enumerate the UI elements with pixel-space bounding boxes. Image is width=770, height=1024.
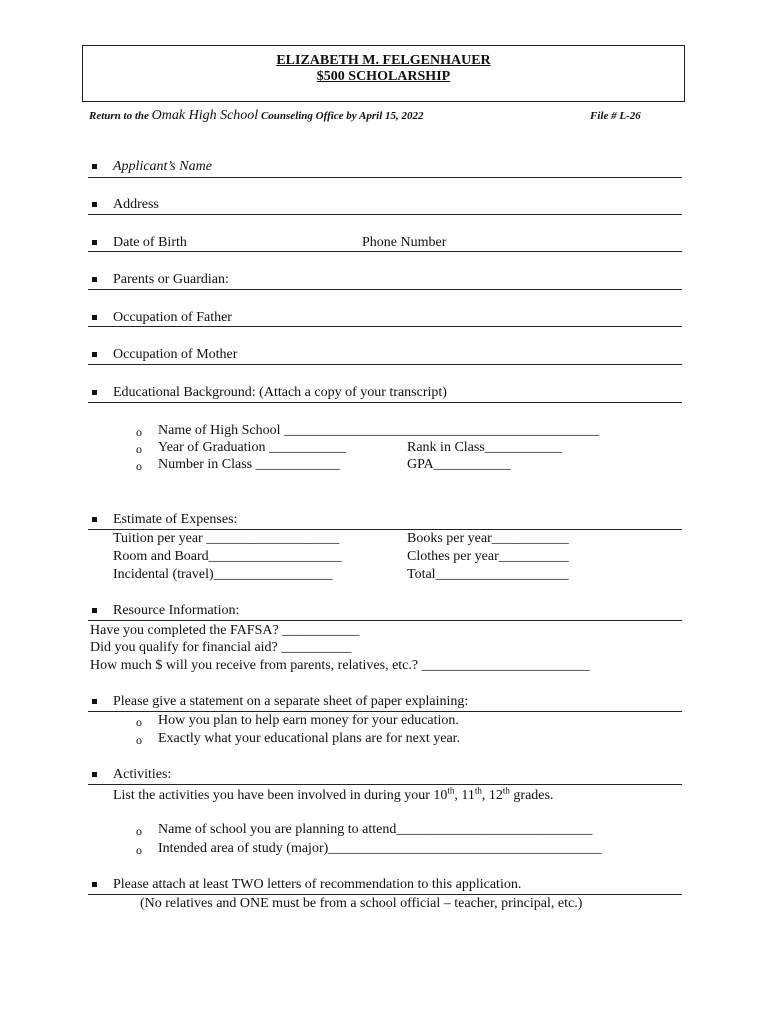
clothes-field[interactable]: Clothes per year__________	[407, 549, 569, 564]
bullet-icon	[92, 882, 97, 887]
occupation-mother-line[interactable]	[88, 364, 682, 365]
total-field[interactable]: Total___________________	[407, 567, 569, 582]
bullet-icon	[92, 202, 97, 207]
circle-bullet-icon: o	[136, 459, 142, 473]
statement-item-2: Exactly what your educational plans are for next year.	[158, 731, 461, 746]
expenses-heading: Estimate of Expenses:	[113, 512, 238, 527]
bullet-icon	[92, 352, 97, 357]
applicant-name-line[interactable]	[88, 177, 682, 178]
title-box	[82, 45, 685, 102]
tuition-field[interactable]: Tuition per year ___________________	[113, 531, 340, 546]
area-of-study-field[interactable]: Intended area of study (major)_______________________________________	[158, 841, 602, 856]
financial-aid-field[interactable]: Did you qualify for financial aid? __________	[90, 640, 352, 655]
statement-line	[88, 711, 682, 712]
circle-bullet-icon: o	[136, 442, 142, 456]
letters-note: (No relatives and ONE must be from a school official – teacher, principal, etc.)	[140, 896, 583, 911]
return-instructions	[89, 109, 424, 123]
school-name: Omak High School	[151, 108, 259, 123]
bullet-icon	[92, 164, 97, 169]
school-attend-field[interactable]: Name of school you are planning to attend____________________________	[158, 822, 593, 837]
letters-heading: Please attach at least TWO letters of recommendation to this application.	[113, 877, 522, 892]
gpa-field[interactable]: GPA___________	[407, 457, 511, 472]
circle-bullet-icon: o	[136, 425, 142, 439]
parents-label: Parents or Guardian:	[113, 272, 229, 287]
statement-item-1: How you plan to help earn money for your education.	[158, 713, 459, 728]
circle-bullet-icon: o	[136, 824, 142, 838]
circle-bullet-icon: o	[136, 733, 142, 747]
occupation-mother-label: Occupation of Mother	[113, 347, 238, 362]
activities-line	[88, 784, 682, 785]
form-subtitle: $500 SCHOLARSHIP	[316, 69, 451, 84]
dob-label: Date of Birth	[113, 235, 187, 250]
letters-line	[88, 894, 682, 895]
statement-heading: Please give a statement on a separate sheet of paper explaining:	[113, 694, 469, 709]
room-board-field[interactable]: Room and Board___________________	[113, 549, 342, 564]
return-prefix: Return to the	[89, 110, 149, 122]
bullet-icon	[92, 315, 97, 320]
address-label: Address	[113, 197, 159, 212]
return-suffix: Counseling Office by April 15, 2022	[260, 110, 424, 122]
file-number: File # L-26	[590, 110, 641, 122]
books-field[interactable]: Books per year___________	[407, 531, 569, 546]
circle-bullet-icon: o	[136, 715, 142, 729]
education-line	[88, 402, 682, 403]
bullet-icon	[92, 772, 97, 777]
incidental-field[interactable]: Incidental (travel)_________________	[113, 567, 333, 582]
phone-label: Phone Number	[362, 235, 447, 250]
activities-heading: Activities:	[113, 767, 172, 782]
expenses-line	[88, 529, 682, 530]
applicant-name-label: Applicant’s Name	[113, 159, 212, 174]
fafsa-field[interactable]: Have you completed the FAFSA? ___________	[90, 623, 360, 638]
circle-bullet-icon: o	[136, 843, 142, 857]
bullet-icon	[92, 517, 97, 522]
bullet-icon	[92, 608, 97, 613]
dob-phone-line[interactable]	[88, 251, 682, 252]
occupation-father-label: Occupation of Father	[113, 310, 232, 325]
resource-heading: Resource Information:	[113, 603, 240, 618]
address-line[interactable]	[88, 214, 682, 215]
parents-line[interactable]	[88, 289, 682, 290]
bullet-icon	[92, 277, 97, 282]
bullet-icon	[92, 699, 97, 704]
parent-contribution-field[interactable]: How much $ will you receive from parents, relatives, etc.? ________________________	[90, 658, 590, 673]
bullet-icon	[92, 240, 97, 245]
number-in-class-field[interactable]: Number in Class ____________	[158, 457, 340, 472]
resource-line	[88, 620, 682, 621]
rank-in-class-field[interactable]: Rank in Class___________	[407, 440, 562, 455]
activities-instructions: List the activities you have been involved in during your 10th, 11th, 12th grades.	[113, 785, 554, 803]
education-label: Educational Background: (Attach a copy of your transcript)	[113, 385, 447, 400]
high-school-name-field[interactable]: Name of High School _____________________________________________	[158, 423, 599, 438]
bullet-icon	[92, 390, 97, 395]
form-title: ELIZABETH M. FELGENHAUER	[276, 53, 491, 68]
occupation-father-line[interactable]	[88, 326, 682, 327]
graduation-year-field[interactable]: Year of Graduation ___________	[158, 440, 346, 455]
